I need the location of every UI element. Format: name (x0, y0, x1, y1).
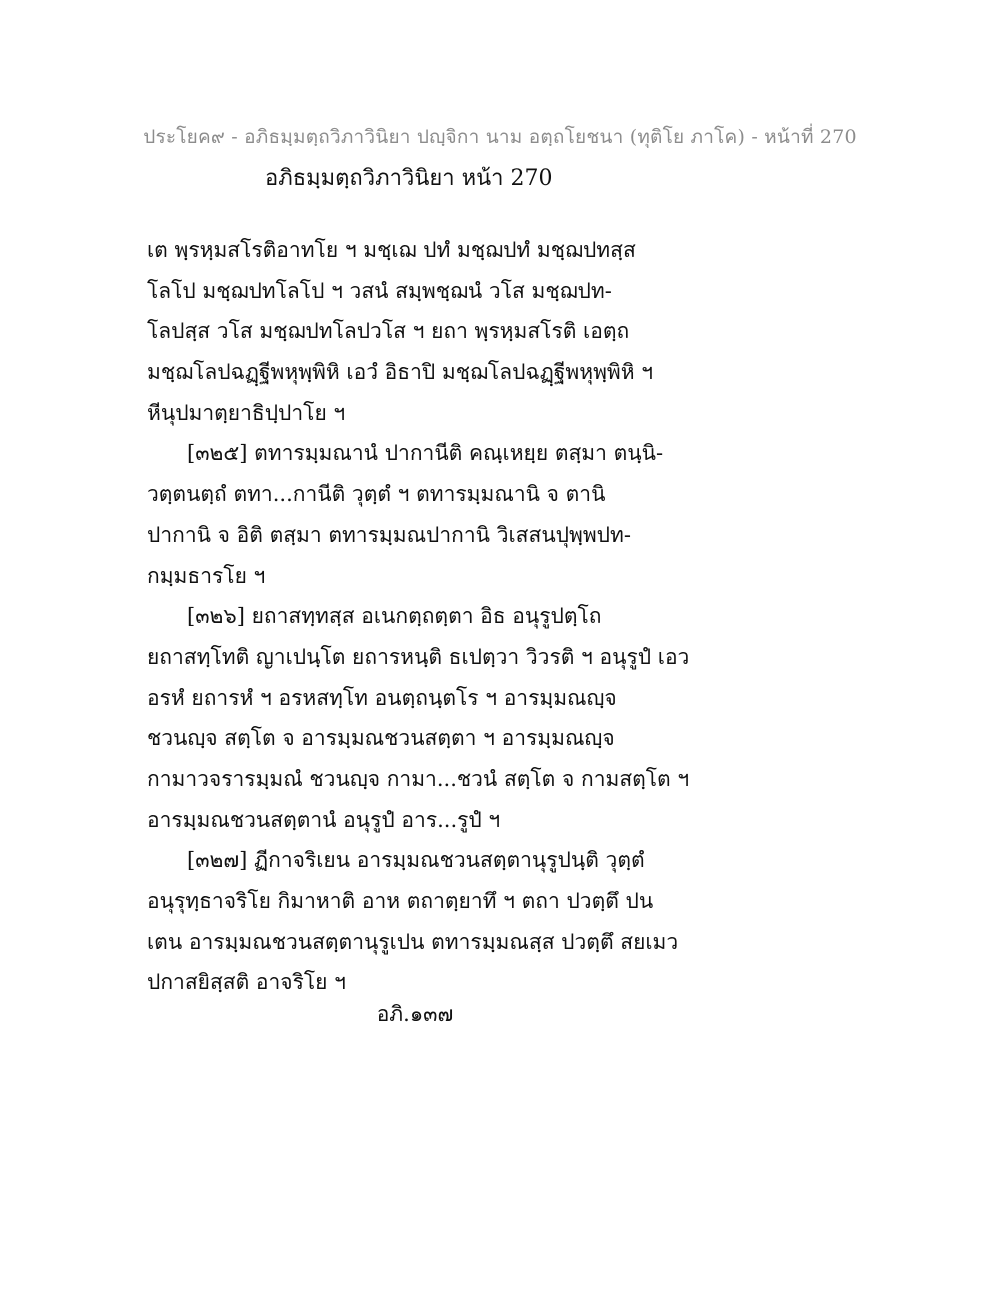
text-line: ชวนญฺจ สตฺโต จ อารมฺมณชวนสตฺตา ฯ อารมฺมณญฺจ (147, 726, 615, 751)
text-line: โลปสฺส วโส มชฺฌปทโลปวโส ฯ ยถา พฺรหฺมสโรติ เอตฺถ (147, 319, 630, 344)
paragraph-start-line: [๓๒๖] ยถาสทฺทสฺส อเนกตฺถตฺตา อิธ อนุรูปตฺโถ (187, 604, 602, 629)
paragraph-start-line: [๓๒๕] ตทารมฺมณานํ ปากานีติ คณฺเหยฺย ตสฺมา ตนฺนิ- (187, 441, 664, 466)
text-line: วตฺตนตฺถํ ตทา...กานีติ วุตฺตํ ฯ ตทารมฺมณานิ จ ตานิ (147, 482, 606, 507)
text-line: เต พฺรหฺมสโรติอาทโย ฯ มชฺเฌ ปทํ มชฺฌปทํ มชฺฌปทสฺส (147, 238, 636, 262)
text-line: โลโป มชฺฌปทโลโป ฯ วสนํ สมฺพชฺฌนํ วโส มชฺฌปท- (147, 278, 612, 303)
text-line: อรหํ ยถารหํ ฯ อรหสทฺโท อนตฺถนฺตโร ฯ อารมฺมณญฺจ (147, 685, 617, 710)
page-title: อภิธมฺมตฺถวิภาวินิยา หน้า 270 (265, 166, 553, 191)
text-line: อารมฺมณชวนสตฺตานํ อนุรูปํ อาร...รูปํ ฯ (147, 807, 501, 832)
footer-reference: อภิ.๑๓๗ (376, 1002, 454, 1026)
text-line: กามาวจรารมฺมณํ ชวนญฺจ กามา...ชวนํ สตฺโต จ กามสตฺโต ฯ (147, 766, 690, 791)
text-line: อนุรุทฺธาจริโย กิมาหาติ อาห ตถาตฺยาทึ ฯ ตถา ปวตฺตึ ปน (147, 889, 654, 913)
text-line: ปากานิ จ อิติ ตสฺมา ตทารมฺมณปากานิ วิเสสนปุพฺพปท- (147, 522, 631, 547)
text-line: มชฺฌโลปฉฏฺฐีพหุพฺพิหิ เอวํ อิธาปิ มชฺฌโลปฉฏฺฐีพหุพฺพิหิ ฯ (147, 360, 654, 385)
paragraph-start-line: [๓๒๗] ฏีกาจริเยน อารมฺมณชวนสตฺตานุรูปนฺติ วุตฺตํ (187, 848, 645, 873)
text-line: ปกาสยิสฺสติ อาจริโย ฯ (147, 970, 346, 995)
body-text (147, 230, 707, 1003)
text-line: เตน อารมฺมณชวนสตฺตานุรูเปน ตทารมฺมณสฺส ปวตฺตึ สยเมว (147, 929, 679, 954)
text-line: ยถาสทฺโทติ ญาเปนฺโต ยถารหนฺติ ธเปตฺวา วิวรติ ฯ อนุรูปํ เอว (147, 644, 690, 669)
text-line: กมฺมธารโย ฯ (147, 563, 266, 588)
text-line: หีนุปมาตฺยาธิปฺปาโย ฯ (147, 400, 346, 425)
running-header: ประโยค๙ - อภิธมฺมตฺถวิภาวินิยา ปญฺจิกา นาม อตฺถโยชนา (ทุติโย ภาโค) - หน้าที่ 270 (143, 126, 857, 148)
